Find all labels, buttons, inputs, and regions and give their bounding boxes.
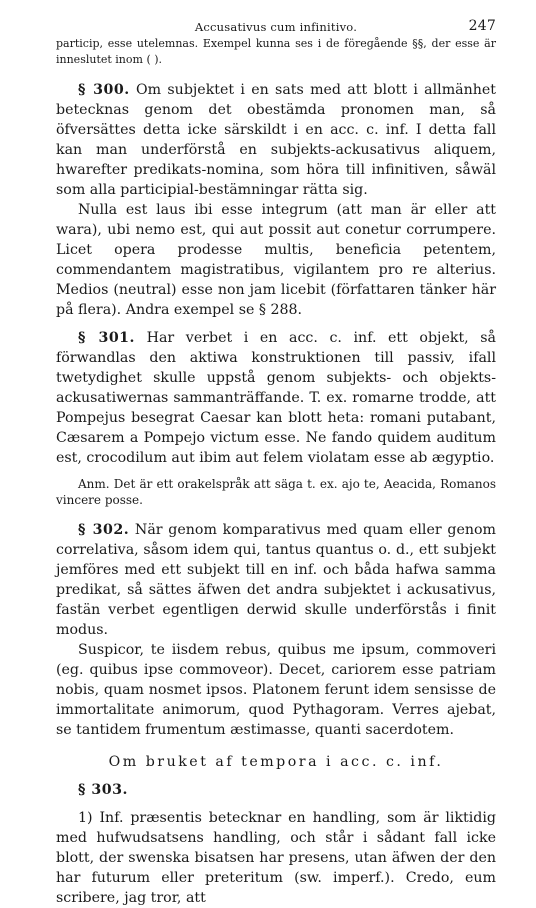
section-301-body	[56, 328, 496, 468]
section-300-number: § 300.	[78, 82, 130, 98]
section-302	[56, 520, 496, 740]
running-title: Accusativus cum infinitivo.	[194, 20, 358, 34]
section-302-number: § 302.	[78, 522, 130, 538]
section-300-body	[56, 80, 496, 200]
lead-paragraph: particip, esse utelemnas. Exempel kunna ses i de föregående §§, der esse är inneslutet inom ( ).	[56, 37, 496, 66]
section-302-body	[56, 520, 496, 640]
section-303	[56, 780, 496, 908]
subheading: Om bruket af tempora i acc. c. inf.	[108, 754, 444, 770]
section-301-number: § 301.	[78, 330, 135, 346]
section-300-latin: Nulla est laus ibi esse integrum (att man är eller att wara), ubi nemo est, qui aut possit aut conetur corrumpere. Licet opera prodesse multis, beneficia petentem, commendantem magistratibus, vigilantem pro re alterius. Medios (neutral) esse non jam licebit (författaren tänker här på flera). Andra exempel se § 288.	[56, 202, 496, 318]
section-300	[56, 80, 496, 320]
section-302-text: När genom komparativus med quam eller genom correlativa, såsom idem qui, tantus quantus o. d., ett subjekt jemföres med ett subjekt till en inf. och båda hafwa samma predikat, så sättes äfwen det andra subjektet i ackusativus, fastän verbet egentligen derwid skulle underförstås i finit modus.	[56, 522, 496, 638]
section-301-note	[56, 476, 496, 508]
page-number: 247	[468, 18, 496, 34]
section-301-latin: romani putabant, Cæsarem a Pompejo victum esse. Ne fando quidem auditum est, crocodilum aut ibim aut felem violatam esse ab ægyptio.	[56, 410, 496, 466]
section-301	[56, 328, 496, 508]
section-300-text: Om subjektet i en sats med att blott i allmänhet betecknas genom det obestämda pronomen man, så öfversättes detta icke särskildt i en acc. c. inf. I detta fall kan man underförstå en subjekts-ackusativus aliquem, hwarefter predikats-nomina, som höra till infinitiven, såwäl som alla participial-bestämningar rätta sig.	[56, 82, 496, 198]
section-301-text: Har verbet i en acc. c. inf. ett objekt, så förwandlas den aktiwa konstruktionen till passiv, ifall twetydighet skulle uppstå genom subjekts- och objekts-ackusatiwernas sammanträffande. T. ex. romarne trodde, att Pompejus besegrat Caesar kan blott heta:	[56, 330, 496, 426]
note-label: Anm.	[78, 477, 110, 491]
note-text: Det är ett orakelspråk att säga t. ex. ajo te, Aeacida, Romanos vincere posse.	[56, 477, 496, 507]
section-303-number: § 303.	[78, 782, 128, 798]
section-302-latin: Suspicor, te iisdem rebus, quibus me ipsum, commoveri (eg. quibus ipse commoveor). Decet, cariorem esse patriam nobis, quam nosmet ipsos. Platonem ferunt idem sensisse de immortalitate animorum, quod Pythagoram. Verres ajebat, se tantidem frumentum æstimasse, quanti sacerdotem.	[56, 642, 496, 738]
page-header	[56, 14, 496, 36]
section-303-text: 1) Inf. præsentis betecknar en handling, som är liktidig med hufwudsatsens handling, och står i sådant fall icke blott, der swenska bisatsen har presens, utan äfwen der den har futurum eller preteritum (sw. imperf.). Credo, eum scribere, jag tror, att	[56, 810, 496, 906]
section-303-heading	[56, 780, 496, 800]
